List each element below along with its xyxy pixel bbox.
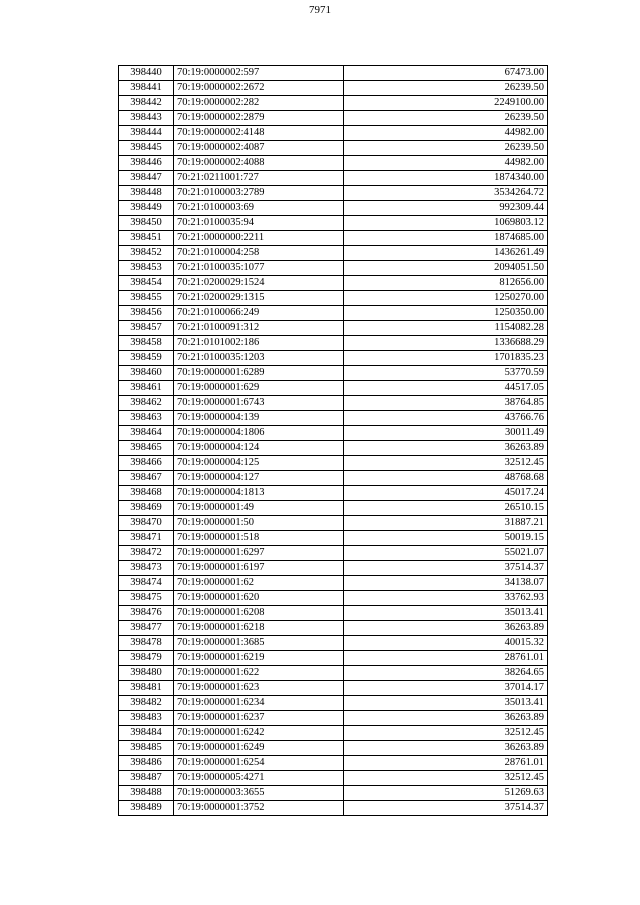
cadastral-number: 70:19:0000001:6289 xyxy=(174,366,344,381)
cadastral-value: 37514.37 xyxy=(344,801,548,816)
cadastral-number: 70:19:0000001:6234 xyxy=(174,696,344,711)
row-number: 398461 xyxy=(119,381,174,396)
row-number: 398443 xyxy=(119,111,174,126)
table-row xyxy=(119,561,548,576)
row-number: 398454 xyxy=(119,276,174,291)
cadastral-number: 70:19:0000001:6219 xyxy=(174,651,344,666)
table-row xyxy=(119,366,548,381)
table-row xyxy=(119,726,548,741)
cadastral-number: 70:19:0000001:6297 xyxy=(174,546,344,561)
table-row xyxy=(119,786,548,801)
row-number: 398469 xyxy=(119,501,174,516)
row-number: 398441 xyxy=(119,81,174,96)
table-row xyxy=(119,66,548,81)
row-number: 398449 xyxy=(119,201,174,216)
cadastral-value: 43766.76 xyxy=(344,411,548,426)
cadastral-number: 70:19:0000001:3752 xyxy=(174,801,344,816)
cadastral-value: 1069803.12 xyxy=(344,216,548,231)
cadastral-value: 992309.44 xyxy=(344,201,548,216)
cadastral-value: 53770.59 xyxy=(344,366,548,381)
table-row xyxy=(119,261,548,276)
table-row xyxy=(119,246,548,261)
cadastral-value: 35013.41 xyxy=(344,696,548,711)
row-number: 398489 xyxy=(119,801,174,816)
cadastral-value: 26239.50 xyxy=(344,141,548,156)
row-number: 398481 xyxy=(119,681,174,696)
row-number: 398473 xyxy=(119,561,174,576)
cadastral-number: 70:19:0000002:2879 xyxy=(174,111,344,126)
cadastral-value: 48768.68 xyxy=(344,471,548,486)
cadastral-value: 1250270.00 xyxy=(344,291,548,306)
cadastral-value: 44982.00 xyxy=(344,126,548,141)
table-row xyxy=(119,606,548,621)
table-row xyxy=(119,486,548,501)
cadastral-number: 70:19:0000002:4148 xyxy=(174,126,344,141)
table-row xyxy=(119,771,548,786)
row-number: 398457 xyxy=(119,321,174,336)
cadastral-value: 26239.50 xyxy=(344,111,548,126)
cadastral-value: 36263.89 xyxy=(344,621,548,636)
cadastral-value: 1701835.23 xyxy=(344,351,548,366)
row-number: 398484 xyxy=(119,726,174,741)
row-number: 398453 xyxy=(119,261,174,276)
table-row xyxy=(119,651,548,666)
table-row xyxy=(119,666,548,681)
cadastral-number: 70:21:0100066:249 xyxy=(174,306,344,321)
cadastral-value: 30011.49 xyxy=(344,426,548,441)
cadastral-number: 70:19:0000001:6237 xyxy=(174,711,344,726)
table-row xyxy=(119,441,548,456)
cadastral-number: 70:19:0000001:629 xyxy=(174,381,344,396)
row-number: 398472 xyxy=(119,546,174,561)
cadastral-value: 55021.07 xyxy=(344,546,548,561)
cadastral-value: 50019.15 xyxy=(344,531,548,546)
table-row xyxy=(119,381,548,396)
table-row xyxy=(119,321,548,336)
cadastral-number: 70:19:0000001:62 xyxy=(174,576,344,591)
row-number: 398446 xyxy=(119,156,174,171)
row-number: 398451 xyxy=(119,231,174,246)
cadastral-value: 37014.17 xyxy=(344,681,548,696)
cadastral-number: 70:19:0000001:6197 xyxy=(174,561,344,576)
cadastral-number: 70:19:0000001:518 xyxy=(174,531,344,546)
cadastral-value: 51269.63 xyxy=(344,786,548,801)
cadastral-value: 1154082.28 xyxy=(344,321,548,336)
table-row xyxy=(119,306,548,321)
cadastral-number: 70:19:0000004:139 xyxy=(174,411,344,426)
row-number: 398470 xyxy=(119,516,174,531)
cadastral-value: 812656.00 xyxy=(344,276,548,291)
cadastral-value: 1874685.00 xyxy=(344,231,548,246)
cadastral-value: 26239.50 xyxy=(344,81,548,96)
cadastral-number: 70:19:0000004:125 xyxy=(174,456,344,471)
cadastral-value: 36263.89 xyxy=(344,711,548,726)
row-number: 398458 xyxy=(119,336,174,351)
row-number: 398486 xyxy=(119,756,174,771)
table-row xyxy=(119,546,548,561)
row-number: 398475 xyxy=(119,591,174,606)
row-number: 398477 xyxy=(119,621,174,636)
table-row xyxy=(119,201,548,216)
cadastral-number: 70:19:0000002:597 xyxy=(174,66,344,81)
row-number: 398468 xyxy=(119,486,174,501)
cadastral-value: 33762.93 xyxy=(344,591,548,606)
cadastral-number: 70:21:0101002:186 xyxy=(174,336,344,351)
cadastral-value: 2249100.00 xyxy=(344,96,548,111)
table-row xyxy=(119,456,548,471)
row-number: 398460 xyxy=(119,366,174,381)
cadastral-number: 70:19:0000002:282 xyxy=(174,96,344,111)
row-number: 398471 xyxy=(119,531,174,546)
table-row xyxy=(119,471,548,486)
table-row xyxy=(119,756,548,771)
cadastral-value: 35013.41 xyxy=(344,606,548,621)
cadastral-value: 1250350.00 xyxy=(344,306,548,321)
cadastral-number: 70:21:0100003:69 xyxy=(174,201,344,216)
cadastral-number: 70:21:0000000:2211 xyxy=(174,231,344,246)
cadastral-value: 36263.89 xyxy=(344,441,548,456)
cadastral-number: 70:19:0000001:620 xyxy=(174,591,344,606)
cadastral-number: 70:19:0000004:1806 xyxy=(174,426,344,441)
row-number: 398479 xyxy=(119,651,174,666)
table-row xyxy=(119,516,548,531)
row-number: 398445 xyxy=(119,141,174,156)
cadastral-value: 31887.21 xyxy=(344,516,548,531)
row-number: 398464 xyxy=(119,426,174,441)
table-row xyxy=(119,636,548,651)
row-number: 398483 xyxy=(119,711,174,726)
table-row xyxy=(119,411,548,426)
cadastral-value: 26510.15 xyxy=(344,501,548,516)
cadastral-number: 70:21:0200029:1315 xyxy=(174,291,344,306)
table-row xyxy=(119,741,548,756)
table-row xyxy=(119,396,548,411)
table-row xyxy=(119,696,548,711)
registry-table xyxy=(118,65,548,816)
row-number: 398488 xyxy=(119,786,174,801)
table-row xyxy=(119,351,548,366)
table-row xyxy=(119,591,548,606)
cadastral-value: 44982.00 xyxy=(344,156,548,171)
cadastral-number: 70:19:0000002:2672 xyxy=(174,81,344,96)
row-number: 398442 xyxy=(119,96,174,111)
cadastral-number: 70:21:0100003:2789 xyxy=(174,186,344,201)
row-number: 398480 xyxy=(119,666,174,681)
cadastral-number: 70:19:0000001:6242 xyxy=(174,726,344,741)
cadastral-value: 45017.24 xyxy=(344,486,548,501)
table-row xyxy=(119,576,548,591)
cadastral-number: 70:21:0200029:1524 xyxy=(174,276,344,291)
cadastral-value: 40015.32 xyxy=(344,636,548,651)
table-row xyxy=(119,801,548,816)
cadastral-value: 3534264.72 xyxy=(344,186,548,201)
row-number: 398476 xyxy=(119,606,174,621)
cadastral-number: 70:19:0000004:124 xyxy=(174,441,344,456)
row-number: 398448 xyxy=(119,186,174,201)
table-row xyxy=(119,216,548,231)
cadastral-value: 34138.07 xyxy=(344,576,548,591)
table-row xyxy=(119,126,548,141)
table-row xyxy=(119,501,548,516)
cadastral-value: 32512.45 xyxy=(344,726,548,741)
cadastral-number: 70:19:0000001:622 xyxy=(174,666,344,681)
table-row xyxy=(119,171,548,186)
table-row xyxy=(119,141,548,156)
table-row xyxy=(119,291,548,306)
cadastral-number: 70:21:0100035:94 xyxy=(174,216,344,231)
table-row xyxy=(119,426,548,441)
table-row xyxy=(119,156,548,171)
table-row xyxy=(119,186,548,201)
table-row xyxy=(119,621,548,636)
cadastral-number: 70:19:0000001:6249 xyxy=(174,741,344,756)
table-row xyxy=(119,711,548,726)
cadastral-number: 70:19:0000003:3655 xyxy=(174,786,344,801)
table-row xyxy=(119,276,548,291)
row-number: 398447 xyxy=(119,171,174,186)
cadastral-number: 70:19:0000001:6254 xyxy=(174,756,344,771)
cadastral-number: 70:21:0100004:258 xyxy=(174,246,344,261)
row-number: 398459 xyxy=(119,351,174,366)
cadastral-value: 1874340.00 xyxy=(344,171,548,186)
cadastral-value: 1436261.49 xyxy=(344,246,548,261)
table-row xyxy=(119,111,548,126)
cadastral-number: 70:19:0000005:4271 xyxy=(174,771,344,786)
cadastral-number: 70:19:0000002:4088 xyxy=(174,156,344,171)
cadastral-number: 70:19:0000001:623 xyxy=(174,681,344,696)
cadastral-number: 70:19:0000001:6218 xyxy=(174,621,344,636)
row-number: 398465 xyxy=(119,441,174,456)
row-number: 398482 xyxy=(119,696,174,711)
table-row xyxy=(119,96,548,111)
row-number: 398452 xyxy=(119,246,174,261)
table-row xyxy=(119,336,548,351)
cadastral-number: 70:19:0000001:3685 xyxy=(174,636,344,651)
row-number: 398467 xyxy=(119,471,174,486)
cadastral-value: 67473.00 xyxy=(344,66,548,81)
table-row xyxy=(119,681,548,696)
row-number: 398466 xyxy=(119,456,174,471)
cadastral-number: 70:21:0100091:312 xyxy=(174,321,344,336)
cadastral-number: 70:21:0100035:1203 xyxy=(174,351,344,366)
cadastral-number: 70:19:0000002:4087 xyxy=(174,141,344,156)
cadastral-value: 44517.05 xyxy=(344,381,548,396)
cadastral-number: 70:19:0000001:50 xyxy=(174,516,344,531)
cadastral-value: 2094051.50 xyxy=(344,261,548,276)
cadastral-number: 70:19:0000001:49 xyxy=(174,501,344,516)
row-number: 398474 xyxy=(119,576,174,591)
cadastral-value: 32512.45 xyxy=(344,771,548,786)
row-number: 398456 xyxy=(119,306,174,321)
row-number: 398444 xyxy=(119,126,174,141)
cadastral-value: 38264.65 xyxy=(344,666,548,681)
registry-table-body xyxy=(119,66,548,816)
row-number: 398450 xyxy=(119,216,174,231)
cadastral-value: 28761.01 xyxy=(344,651,548,666)
cadastral-number: 70:19:0000001:6743 xyxy=(174,396,344,411)
cadastral-value: 37514.37 xyxy=(344,561,548,576)
cadastral-value: 38764.85 xyxy=(344,396,548,411)
cadastral-value: 36263.89 xyxy=(344,741,548,756)
row-number: 398440 xyxy=(119,66,174,81)
row-number: 398487 xyxy=(119,771,174,786)
table-row xyxy=(119,231,548,246)
page-number: 7971 xyxy=(309,4,331,16)
cadastral-value: 32512.45 xyxy=(344,456,548,471)
row-number: 398463 xyxy=(119,411,174,426)
row-number: 398485 xyxy=(119,741,174,756)
cadastral-value: 1336688.29 xyxy=(344,336,548,351)
cadastral-number: 70:21:0100035:1077 xyxy=(174,261,344,276)
row-number: 398455 xyxy=(119,291,174,306)
cadastral-number: 70:19:0000004:1813 xyxy=(174,486,344,501)
cadastral-number: 70:19:0000001:6208 xyxy=(174,606,344,621)
table-row xyxy=(119,81,548,96)
table-row xyxy=(119,531,548,546)
row-number: 398478 xyxy=(119,636,174,651)
cadastral-number: 70:19:0000004:127 xyxy=(174,471,344,486)
cadastral-number: 70:21:0211001:727 xyxy=(174,171,344,186)
cadastral-value: 28761.01 xyxy=(344,756,548,771)
row-number: 398462 xyxy=(119,396,174,411)
